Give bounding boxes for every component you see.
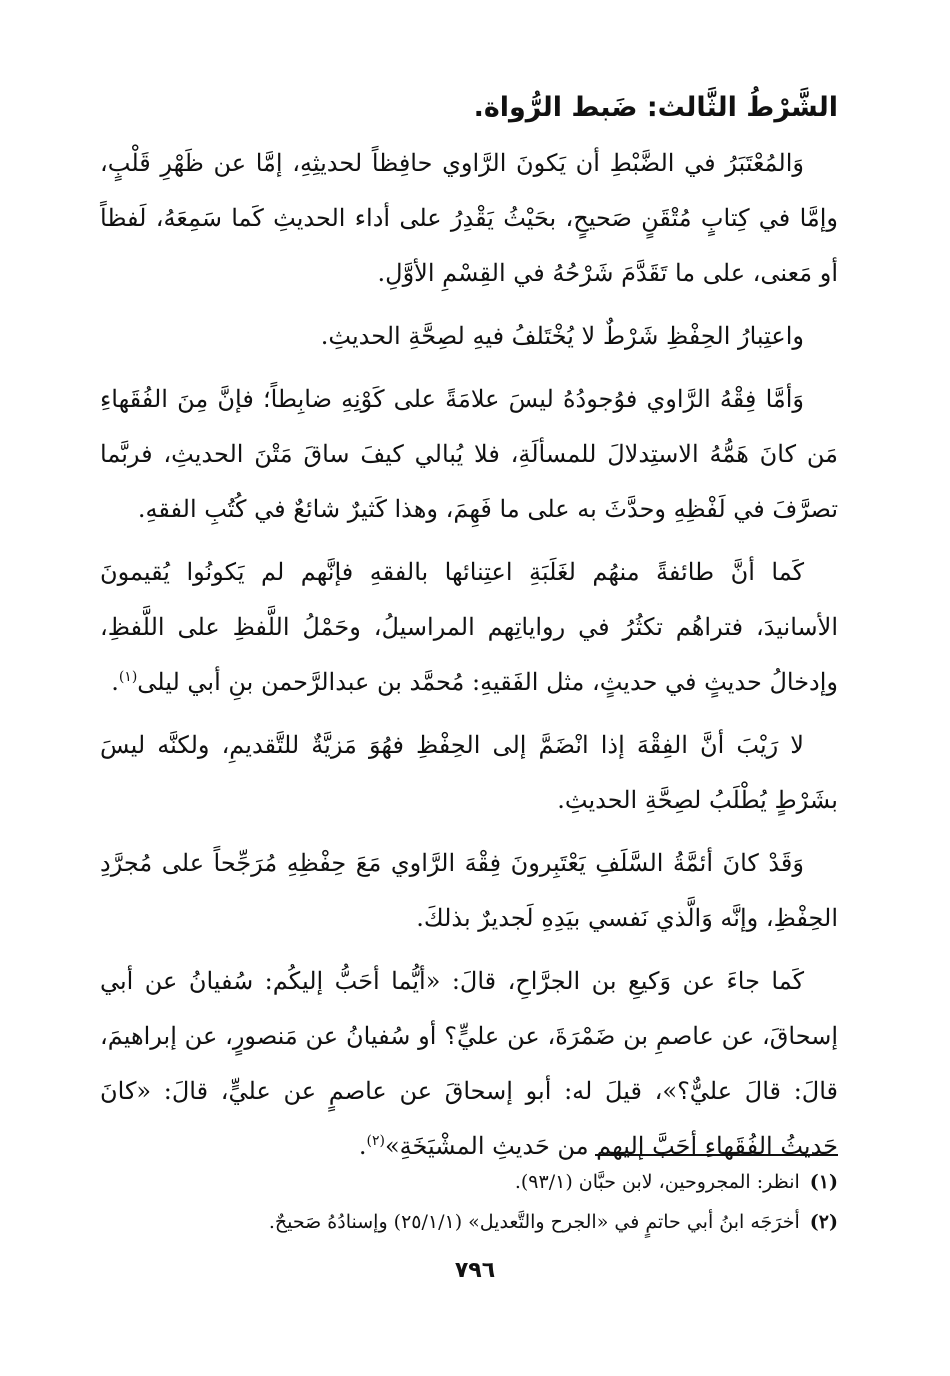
footnote-1-text: انظر: المجروحين، لابن حبَّان (٩٣/١). bbox=[514, 1171, 800, 1193]
paragraph-7-end: . bbox=[358, 1132, 367, 1160]
footnote-ref-2: (٢) bbox=[366, 1133, 385, 1149]
paragraph-4-text: كَما أنَّ طائفةً منهُم لغَلَبَةِ اعتِنائها بالفقهِ فإنَّهم لم يَكونُوا يُقيمونَ الأسانيدَ، فتراهُم تكثُرُ في رواياتِهم المراسيلُ، وحَمْلُ اللَّفظِ على اللَّفظِ، وإدخالُ حديثٍ في حديثٍ، مثل الفَقيهِ: مُحمَّد بن عبدالرَّحمن بنِ أبي ليلى bbox=[100, 558, 838, 696]
paragraph-4-end: . bbox=[111, 668, 119, 696]
paragraph-7 bbox=[100, 954, 838, 1174]
footnote-2 bbox=[100, 1202, 838, 1242]
page-number: ٧٩٦ bbox=[454, 1258, 496, 1283]
footnote-1 bbox=[100, 1162, 838, 1202]
footnote-divider bbox=[595, 1154, 838, 1156]
section-heading: الشَّرْطُ الثَّالث: ضَبط الرُّواة. bbox=[473, 92, 838, 123]
paragraph-4 bbox=[100, 545, 838, 710]
footnote-2-text: أخرَجَه ابنُ أبي حاتمٍ في «الجرح والتَّعديل» (٢٥/١/١) وإسنادُهُ صَحيحٌ. bbox=[268, 1211, 800, 1233]
paragraph-7-text: كَما جاءَ عن وَكيعِ بن الجرَّاحِ، قالَ: «أيُّما أحَبُّ إليكُم: سُفيانُ عن أبي إسحاقَ، عن عاصمِ بن ضَمْرَةَ، عن عليٍّ؟ أو سُفيانُ عن مَنصورٍ، عن إبراهيمَ، قالَ: قالَ عليٌّ؟»، قيلَ له: أبو إسحاقَ عن عاصمٍ عن عليٍّ، قالَ: «كانَ حَديثُ الفُقَهاءِ أحَبَّ إليهم من حَديثِ المشْيَخَةِ» bbox=[100, 967, 838, 1160]
paragraph-5: لا رَيْبَ أنَّ الفِقْهَ إذا انْضَمَّ إلى الحِفْظِ فهُوَ مَزيَّةٌ للتَّقديمِ، ولكنَّه ليسَ بشَرْطٍ يُطْلَبُ لصِحَّةِ الحديثِ. bbox=[100, 731, 838, 814]
paragraph-1: وَالمُعْتَبَرُ في الضَّبْطِ أن يَكونَ الرَّاوي حافِظاً لحديثِهِ، إمَّا عن ظَهْرِ قَلْبٍ، وإمَّا في كِتابٍ مُتْقَنٍ صَحيحٍ، بحَيْثُ يَقْدِرُ على أداء الحديثِ كَما سَمِعَهُ، لَفظاً أو مَعنى، على ما تَقَدَّمَ شَرْحُهُ في القِسْمِ الأوَّلِ. bbox=[100, 149, 838, 287]
footnotes bbox=[100, 1162, 838, 1242]
footnote-ref-1: (١) bbox=[118, 669, 138, 685]
footnote-1-number: (١) bbox=[809, 1171, 838, 1193]
paragraph-6: وَقَدْ كانَ أئمَّةُ السَّلَفِ يَعْتَبِرونَ فِقْهَ الرَّاوي مَعَ حِفْظِهِ مُرَجِّحاً على مُجرَّدِ الحِفْظِ، وإنَّه وَالَّذي نَفسي بيَدِهِ لَجديرٌ بذلكَ. bbox=[100, 849, 838, 932]
page-body bbox=[100, 84, 838, 1182]
paragraph-3: وَأمَّا فِقْهُ الرَّاوي فوُجودُهُ ليسَ علامَةً على كَوْنِهِ ضابِطاً؛ فإنَّ مِنَ الفُقَهاءِ مَن كانَ هَمُّهُ الاستِدلالَ للمسألَةِ، فلا يُبالي كيفَ ساقَ مَتْنَ الحديثِ، فربَّما تصرَّفَ في لَفْظِهِ وحدَّثَ به على ما فَهِمَ، وهذا كَثيرٌ شائعٌ في كُتُبِ الفقهِ. bbox=[100, 385, 838, 523]
paragraph-2: واعتِبارُ الحِفْظِ شَرْطٌ لا يُخْتَلفُ فيهِ لصِحَّةِ الحديثِ. bbox=[320, 322, 804, 350]
footnote-2-number: (٢) bbox=[809, 1211, 838, 1233]
